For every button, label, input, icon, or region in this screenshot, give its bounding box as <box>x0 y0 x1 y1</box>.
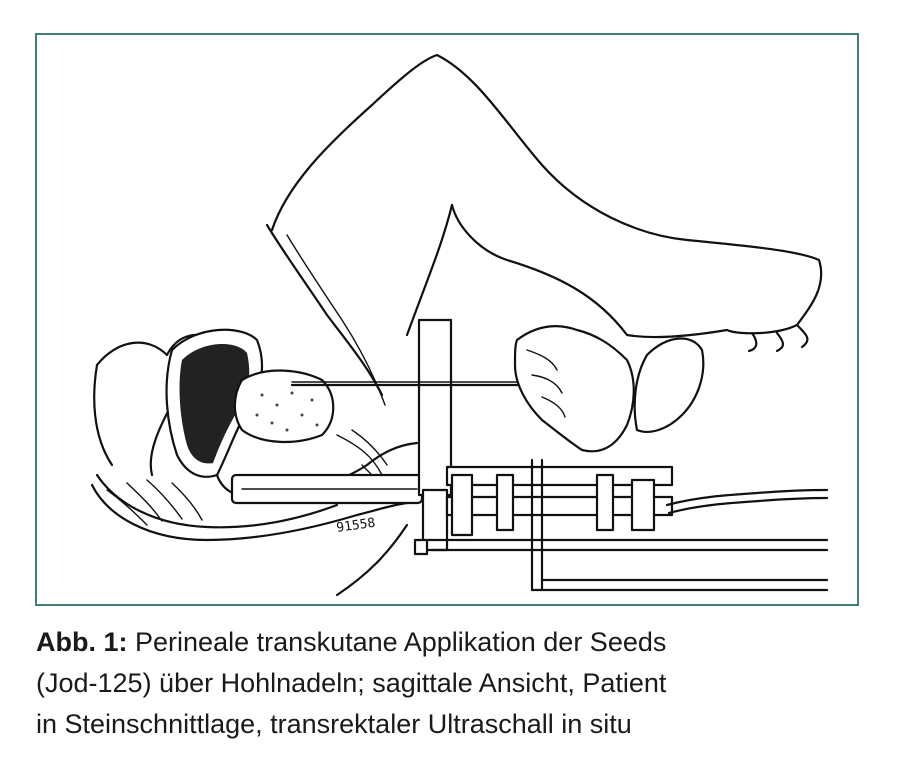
figure-caption <box>36 622 876 745</box>
hand <box>515 326 634 451</box>
abdomen-outline <box>94 365 112 465</box>
lower-body-line <box>337 525 407 595</box>
medical-illustration <box>37 35 857 604</box>
knob <box>415 540 427 554</box>
stepper-clamp-4 <box>632 480 654 530</box>
stepper-clamp-1 <box>452 475 472 535</box>
body-line-upper <box>267 225 382 395</box>
stepper-clamp-2 <box>497 475 513 530</box>
thigh-inner <box>407 205 452 335</box>
prostate <box>235 371 333 442</box>
caption-line-3: in Steinschnittlage, transrektaler Ultraschall in situ <box>36 709 632 739</box>
caption-line-2: (Jod-125) über Hohlnadeln; sagittale Ansicht, Patient <box>36 668 667 698</box>
signature: 91558 <box>335 515 377 536</box>
support-hand <box>635 339 704 432</box>
caption-text-1: Perineale transkutane Applikation der Seeds <box>135 627 667 657</box>
caption-line-1 <box>36 622 876 663</box>
foot-toes <box>749 325 807 351</box>
caption-label: Abb. 1: <box>36 627 128 657</box>
leg-outline <box>272 55 821 337</box>
stepper-clamp-3 <box>597 475 613 530</box>
base-rails <box>427 540 827 590</box>
figure-frame <box>35 33 859 606</box>
